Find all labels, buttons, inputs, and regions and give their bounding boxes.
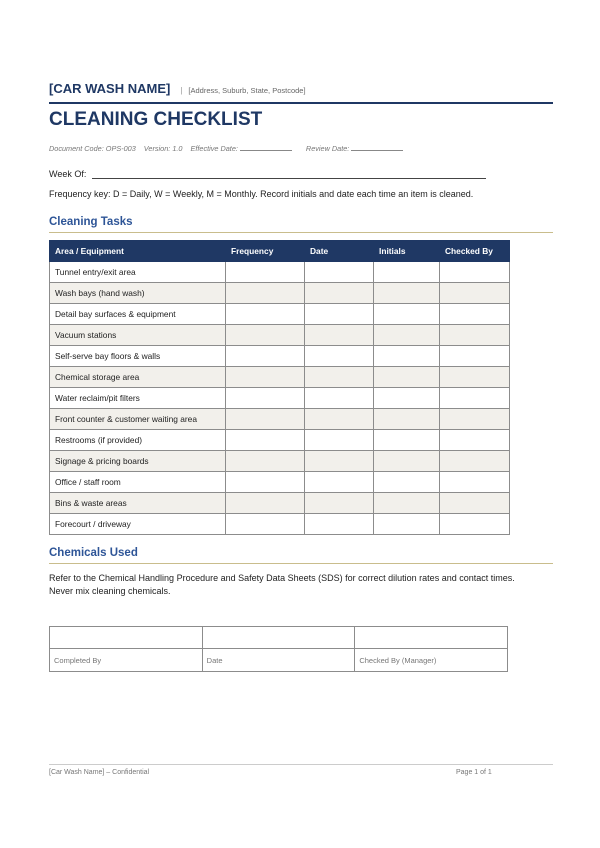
chemicals-note-line: Refer to the Chemical Handling Procedure and Safety Data Sheets (SDS) for correct dilution rates and contact times.	[49, 573, 515, 583]
frequency-cell[interactable]	[226, 346, 305, 367]
review-date-field	[306, 144, 403, 153]
table-row	[50, 367, 510, 388]
cleaning-tasks-heading: Cleaning Tasks	[49, 216, 133, 228]
signoff-table	[49, 626, 508, 672]
task-area-cell: Chemical storage area	[50, 367, 226, 388]
frequency-cell[interactable]	[226, 409, 305, 430]
table-row	[50, 346, 510, 367]
initials-cell[interactable]	[374, 367, 440, 388]
letterhead	[49, 81, 306, 96]
checked-by-cell[interactable]	[440, 346, 510, 367]
letterhead-separator: |	[180, 86, 183, 95]
checked-by-label: Checked By (Manager)	[355, 649, 508, 672]
date-cell[interactable]	[305, 388, 374, 409]
week-of-field	[49, 169, 486, 179]
review-date-blank[interactable]	[351, 150, 403, 151]
table-row	[50, 430, 510, 451]
task-area-cell: Detail bay surfaces & equipment	[50, 304, 226, 325]
document-title: CLEANING CHECKLIST	[49, 109, 263, 130]
frequency-cell[interactable]	[226, 472, 305, 493]
completed-by-cell[interactable]	[50, 627, 203, 649]
completed-by-label: Completed By	[50, 649, 203, 672]
business-name: [CAR WASH NAME]	[49, 81, 171, 96]
checked-by-cell[interactable]	[440, 493, 510, 514]
table-row	[50, 451, 510, 472]
initials-cell[interactable]	[374, 430, 440, 451]
checked-by-cell[interactable]	[440, 325, 510, 346]
effective-date-label: Effective Date:	[190, 144, 238, 153]
checked-by-cell[interactable]	[440, 283, 510, 304]
date-cell[interactable]	[305, 325, 374, 346]
table-row	[50, 304, 510, 325]
frequency-key: Frequency key: D = Daily, W = Weekly, M = Monthly. Record initials and date each time an item is cleaned.	[49, 189, 474, 199]
effective-date-blank[interactable]	[240, 150, 292, 151]
table-row	[50, 493, 510, 514]
table-row	[50, 409, 510, 430]
frequency-cell[interactable]	[226, 304, 305, 325]
week-of-label: Week Of:	[49, 169, 87, 179]
date-cell[interactable]	[202, 627, 355, 649]
task-area-cell: Signage & pricing boards	[50, 451, 226, 472]
checked-by-cell[interactable]	[440, 304, 510, 325]
date-cell[interactable]	[305, 409, 374, 430]
effective-date-field	[190, 144, 291, 153]
table-row	[50, 325, 510, 346]
header-rule	[49, 102, 553, 104]
initials-cell[interactable]	[374, 493, 440, 514]
footer-rule	[49, 764, 553, 765]
checked-by-cell[interactable]	[440, 430, 510, 451]
table-header-row	[50, 241, 510, 262]
column-header: Checked By	[440, 241, 510, 262]
checked-by-cell[interactable]	[440, 409, 510, 430]
initials-cell[interactable]	[374, 325, 440, 346]
document-code: Document Code: OPS-003	[49, 144, 136, 153]
cleaning-tasks-rule	[49, 232, 553, 233]
task-area-cell: Bins & waste areas	[50, 493, 226, 514]
footer-confidential: [Car Wash Name] – Confidential	[49, 769, 150, 776]
frequency-cell[interactable]	[226, 430, 305, 451]
date-cell[interactable]	[305, 283, 374, 304]
document-meta	[49, 144, 403, 153]
column-header: Area / Equipment	[50, 241, 226, 262]
checked-by-cell[interactable]	[440, 388, 510, 409]
table-row	[50, 283, 510, 304]
date-cell[interactable]	[305, 304, 374, 325]
chemicals-rule	[49, 563, 553, 564]
table-row	[50, 472, 510, 493]
column-header: Date	[305, 241, 374, 262]
column-header: Initials	[374, 241, 440, 262]
frequency-cell[interactable]	[226, 283, 305, 304]
review-date-label: Review Date:	[305, 144, 350, 153]
initials-cell[interactable]	[374, 451, 440, 472]
checked-by-cell[interactable]	[440, 472, 510, 493]
initials-cell[interactable]	[374, 304, 440, 325]
frequency-cell[interactable]	[226, 493, 305, 514]
frequency-cell[interactable]	[226, 388, 305, 409]
week-of-blank[interactable]	[92, 169, 486, 179]
checked-by-cell[interactable]	[440, 514, 510, 535]
date-cell[interactable]	[305, 262, 374, 283]
column-header: Frequency	[226, 241, 305, 262]
initials-cell[interactable]	[374, 262, 440, 283]
date-cell[interactable]	[305, 493, 374, 514]
date-cell[interactable]	[305, 472, 374, 493]
signoff-entry-row	[50, 627, 508, 649]
cleaning-tasks-table	[49, 240, 510, 535]
initials-cell[interactable]	[374, 388, 440, 409]
table-row	[50, 514, 510, 535]
chemicals-note-line: Never mix cleaning chemicals.	[49, 586, 171, 596]
task-area-cell: Vacuum stations	[50, 325, 226, 346]
task-area-cell: Tunnel entry/exit area	[50, 262, 226, 283]
frequency-cell[interactable]	[226, 325, 305, 346]
frequency-cell[interactable]	[226, 367, 305, 388]
checked-by-cell[interactable]	[355, 627, 508, 649]
checked-by-cell[interactable]	[440, 367, 510, 388]
date-cell[interactable]	[305, 367, 374, 388]
task-area-cell: Water reclaim/pit filters	[50, 388, 226, 409]
task-area-cell: Front counter & customer waiting area	[50, 409, 226, 430]
initials-cell[interactable]	[374, 472, 440, 493]
table-row	[50, 388, 510, 409]
frequency-cell[interactable]	[226, 514, 305, 535]
checked-by-cell[interactable]	[440, 451, 510, 472]
initials-cell[interactable]	[374, 283, 440, 304]
version: Version: 1.0	[143, 144, 183, 153]
table-row	[50, 262, 510, 283]
initials-cell[interactable]	[374, 346, 440, 367]
date-cell[interactable]	[305, 514, 374, 535]
initials-cell[interactable]	[374, 514, 440, 535]
task-area-cell: Self-serve bay floors & walls	[50, 346, 226, 367]
chemicals-heading: Chemicals Used	[49, 547, 138, 559]
chemicals-note	[49, 572, 515, 598]
date-cell[interactable]	[305, 430, 374, 451]
signoff-label-row	[50, 649, 508, 672]
date-cell[interactable]	[305, 451, 374, 472]
task-area-cell: Forecourt / driveway	[50, 514, 226, 535]
footer-page-number: Page 1 of 1	[456, 769, 492, 776]
task-area-cell: Restrooms (if provided)	[50, 430, 226, 451]
frequency-cell[interactable]	[226, 262, 305, 283]
task-area-cell: Office / staff room	[50, 472, 226, 493]
checked-by-cell[interactable]	[440, 262, 510, 283]
date-cell[interactable]	[305, 346, 374, 367]
frequency-cell[interactable]	[226, 451, 305, 472]
date-label: Date	[202, 649, 355, 672]
initials-cell[interactable]	[374, 409, 440, 430]
business-address: [Address, Suburb, State, Postcode]	[188, 86, 306, 95]
task-area-cell: Wash bays (hand wash)	[50, 283, 226, 304]
